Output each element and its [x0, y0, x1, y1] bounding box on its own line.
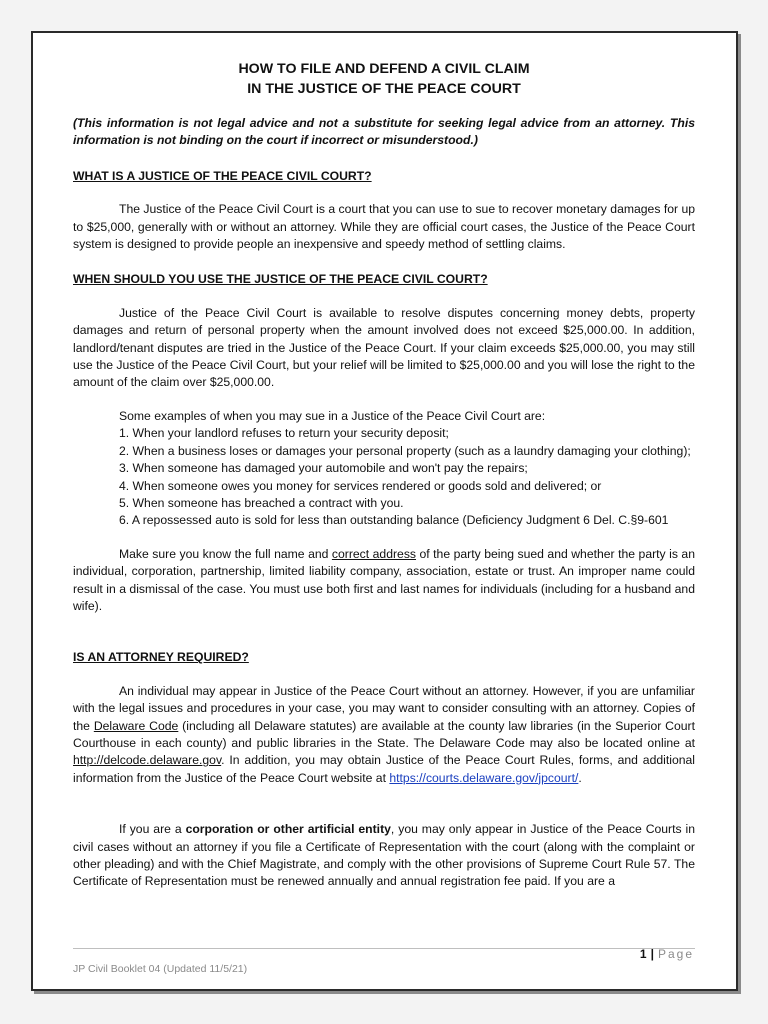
- list-item: 4. When someone owes you money for services rendered or goods sold and delivered; or: [119, 478, 602, 493]
- corp-text-pre: If you are a: [119, 822, 186, 837]
- examples-list: [119, 425, 695, 529]
- title-line-1: HOW TO FILE AND DEFEND A CIVIL CLAIM: [238, 61, 530, 77]
- paragraph-attorney: [73, 683, 695, 787]
- paragraph-what-is: The Justice of the Peace Civil Court is a court that you can use to sue to recover monetary damages for up to $25,000, generally with or without an attorney. While they are official court cases, the Justice of the Peace Court system is designed to provide people an inexpensive and speedy method of settling claims.: [73, 202, 695, 252]
- page-label: Page: [657, 947, 694, 961]
- list-item: 1. When your landlord refuses to return your security deposit;: [119, 426, 449, 441]
- examples-intro: Some examples of when you may sue in a Justice of the Peace Civil Court are:: [119, 408, 546, 423]
- title-line-2: IN THE JUSTICE OF THE PEACE COURT: [247, 81, 521, 97]
- paragraph-when: Justice of the Peace Civil Court is available to resolve disputes concerning money debts, property damages and return of personal property when the amount involved does not exceed $25,000.00. In addition, landlord/tenant disputes are tried in the Justice of the Peace Court. If your claim exceeds $25,000.00, you may still use the Justice of the Peace Civil Court, but your relief will be limited to $25,000.00 and you will lose the right to the amount of the claim over $25,000.00.: [73, 305, 695, 390]
- delaware-code-emphasis: Delaware Code: [93, 718, 179, 733]
- address-text-post: of the party being sued and whether the party is an individual, corporation, partnership, limited liability company, association, estate or trust. An improper name could result in a dismissal of the case. You must use both first and last names for individuals (including for a husband and wife).: [73, 546, 695, 613]
- jpcourt-website-link[interactable]: https://courts.delaware.gov/jpcourt/: [389, 770, 579, 785]
- attorney-text-pre: An individual may appear in Justice of the Peace Court without an attorney. However, if you are unfamiliar with the legal issues and procedures in your case, you may want to consider consulting with an attorney. Copies of the: [73, 683, 695, 733]
- footer-divider: [73, 948, 695, 949]
- list-item: 6. A repossessed auto is sold for less than outstanding balance (Deficiency Judgment 6 Del. C.§9-601: [119, 513, 669, 528]
- attorney-text-mid2: . In addition, you may obtain Justice of the Peace Court Rules, forms, and additional information from the Justice of the Peace Court website at: [73, 753, 695, 785]
- footer-booklet-label: JP Civil Booklet 04 (Updated 11/5/21): [73, 963, 248, 975]
- paragraph-address: [73, 546, 695, 616]
- page-separator: |: [650, 947, 654, 961]
- heading-attorney: IS AN ATTORNEY REQUIRED?: [73, 650, 249, 665]
- heading-what-is: WHAT IS A JUSTICE OF THE PEACE CIVIL COURT?: [73, 168, 372, 183]
- attorney-text-mid: (including all Delaware statutes) are available at the county law libraries (in the Superior Court Courthouse in each county) and public libraries in the State. The Delaware Code may also be located online at: [73, 718, 695, 750]
- page-number-footer: [640, 947, 694, 961]
- page-number: 1: [639, 947, 647, 961]
- list-item: 2. When a business loses or damages your personal property (such as a laundry damaging your clothing);: [119, 443, 691, 458]
- attorney-text-end: .: [578, 770, 582, 785]
- corp-text-post: , you may only appear in Justice of the Peace Courts in civil cases without an attorney if you file a Certificate of Representation with the court (along with the complaint or other pleading) and with the Chief Magistrate, and comply with the other provisions of Supreme Court Rule 57. The Certificate of Representation must be renewed annually and annual registration fee paid. If you are a: [73, 822, 696, 889]
- delcode-link[interactable]: http://delcode.delaware.gov: [73, 753, 222, 768]
- document-page: [31, 31, 738, 991]
- heading-when: WHEN SHOULD YOU USE THE JUSTICE OF THE PEACE CIVIL COURT?: [73, 272, 488, 287]
- correct-address-emphasis: correct address: [331, 546, 417, 561]
- list-item: 5. When someone has breached a contract with you.: [119, 495, 404, 510]
- page-content: [73, 59, 695, 891]
- corp-bold-text: corporation or other artificial entity: [185, 822, 391, 837]
- page-title: [73, 59, 695, 99]
- paragraph-corporation: [73, 821, 695, 891]
- list-item: 3. When someone has damaged your automobile and won't pay the repairs;: [119, 461, 528, 476]
- address-text-pre: Make sure you know the full name and: [119, 546, 332, 561]
- disclaimer: (This information is not legal advice and not a substitute for seeking legal advice from an attorney. This information is not binding on the court if incorrect or misunderstood.): [73, 116, 695, 148]
